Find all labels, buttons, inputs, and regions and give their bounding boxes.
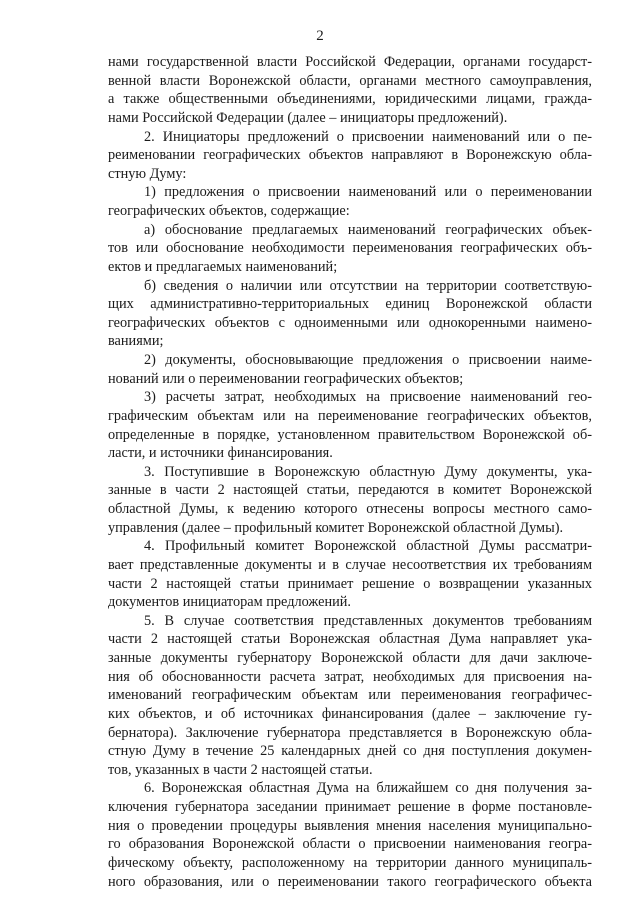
text-line: ного образования, или о переименовании такого географического объекта [108,873,592,890]
text-line: части 2 настоящей статьи принимает решение о возвращении указанных [108,575,592,592]
text-line: тов или обоснование необходимости переименования географических объ- [108,240,592,257]
text-line: нами Российской Федерации (далее – инициаторы предложений). [108,109,508,126]
text-line: ласти, и источники финансирования. [108,445,333,462]
text-line: 1) предложения о присвоении наименований или о переименовании [144,184,592,201]
text-line: части 2 настоящей статьи Воронежская областная Дума направляет ука- [108,631,592,648]
text-line: именований географическим объектам или переименования географичес- [108,687,592,704]
text-line: а также общественными объединениями, юридическими лицами, гражда- [108,91,592,108]
text-line: ключения губернатора заседании принимает решение в форме постановле- [108,799,592,815]
text-line: графическим объектам или на переименование географических объектов, [108,407,592,424]
text-line: вает представленные документы и в случае несоответствия их требованиям [108,556,592,573]
text-line: управления (далее – профильный комитет Воронежской областной Думы). [108,519,564,536]
text-line: 2. Инициаторы предложений о присвоении наименований или о пе- [144,128,592,145]
text-line: 6. Воронежская областная Дума на ближайшем со дня получения за- [144,780,592,797]
page-number: 2 [316,28,324,44]
text-line: б) сведения о наличии или отсутствии на территории соответствую- [144,277,592,294]
text-line: ких объектов, и об источниках финансирования (далее – заключение гу- [108,705,592,722]
text-line: стную Думу: [108,165,187,182]
text-line: географических объектов с одноименными или однокоренными наимено- [108,314,592,331]
text-line: географических объектов, содержащие: [108,203,350,219]
text-line: нований или о переименовании географических объектов; [108,370,464,387]
text-line: ния о проведении процедуры выявления мнения населения муниципально- [108,817,592,834]
text-line: определенные в порядке, установленном правительством Воронежской об- [108,426,592,443]
text-line: стную Думу в течение 25 календарных дней со дня поступления докумен- [108,743,592,760]
text-line: 5. В случае соответствия представленных документов требованиям [144,612,592,629]
text-line: го образования Воронежской области о присвоении наименования геогра- [108,836,592,853]
text-line: занные в части 2 настоящей статьи, передаются в комитет Воронежской [108,482,592,499]
text-line: щих административно-территориальных единиц Воронежской области [108,296,592,313]
text-line: венной власти Воронежской области, органами местного самоуправления, [108,72,592,89]
text-line: бернатора). Заключение губернатора представляется в Воронежскую обла- [108,724,592,741]
text-line: ектов и предлагаемых наименований; [108,258,338,275]
text-line: 4. Профильный комитет Воронежской областной Думы рассматри- [144,538,592,555]
text-line: 3) расчеты затрат, необходимых на присвоение наименований гео- [144,389,592,406]
text-line: 2) документы, обосновывающие предложения о присвоении наиме- [144,352,592,368]
text-line: реименовании географических объектов направляют в Воронежскую обла- [108,147,592,164]
text-line: нами государственной власти Российской Федерации, органами государст- [108,54,592,70]
text-line: 3. Поступившие в Воронежскую областную Думу документы, ука- [144,463,592,480]
text-line: ваниями; [108,333,164,350]
document-body [108,53,592,891]
text-line: документов инициаторам предложений. [108,594,351,611]
text-line: а) обоснование предлагаемых наименований географических объек- [144,221,592,238]
text-line: фическому объекту, расположенному на территории данного муниципаль- [108,854,592,871]
text-line: тов, указанных в части 2 настоящей статьи. [108,761,373,778]
text-line: ния об обоснованности расчета затрат, необходимых для присвоения на- [108,668,592,685]
text-line: областной Думы, к ведению которого отнесены вопросы местного само- [108,501,592,517]
text-line: занные документы губернатору Воронежской области для дачи заключе- [108,650,592,666]
